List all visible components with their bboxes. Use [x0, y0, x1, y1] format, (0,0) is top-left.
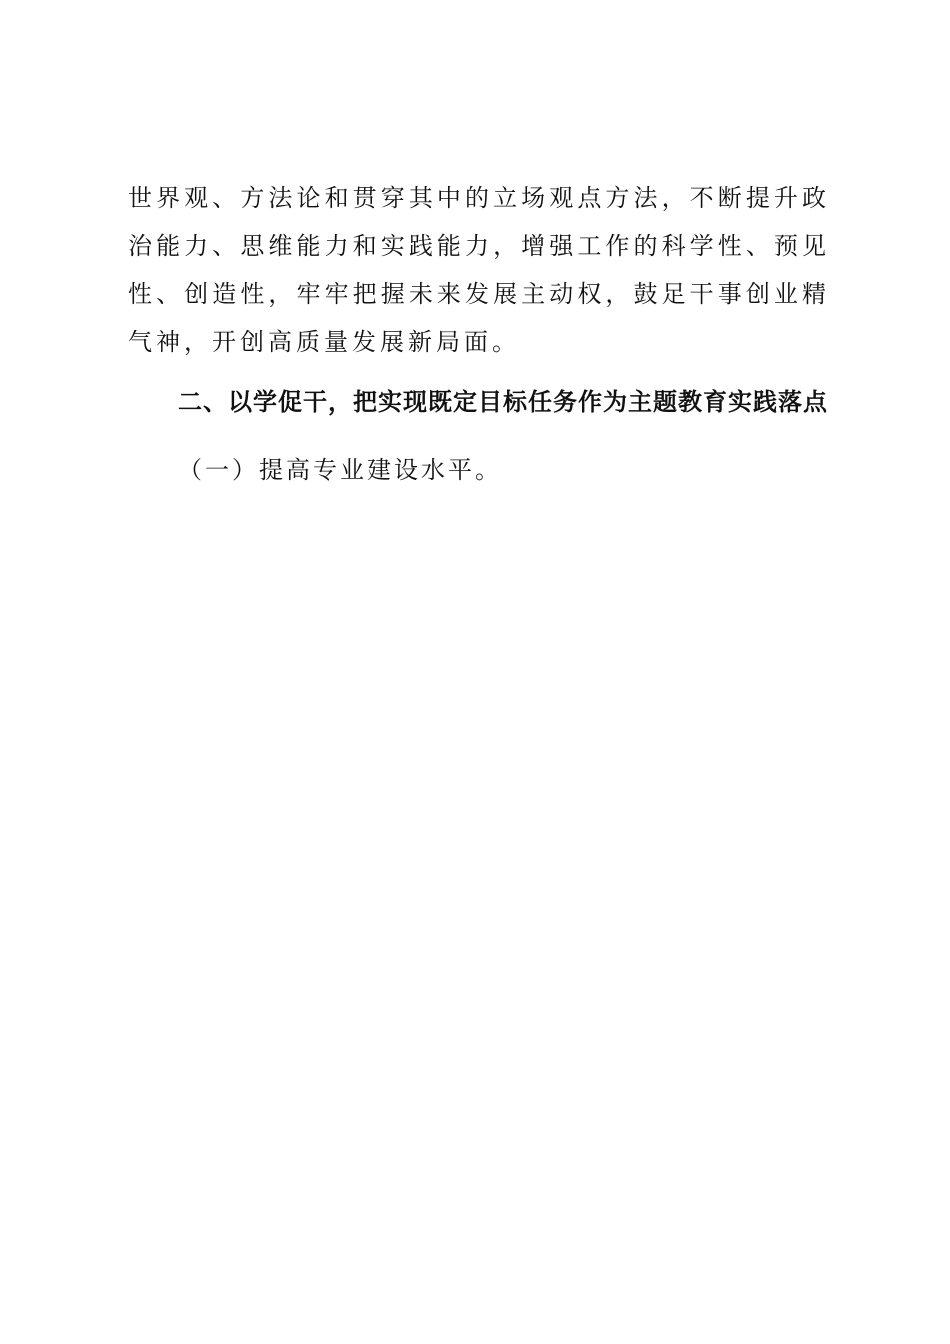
- subsection-heading: （一）提高专业建设水平。: [178, 456, 502, 484]
- section-heading: 二、以学促干，把实现既定目标任务作为主题教育实践落点: [178, 388, 828, 416]
- body-paragraph: 世界观、方法论和贯穿其中的立场观点方法，不断提升政治能力、思维能力和实践能力，增强工作的科学性、预见性、创造性，牢牢把握未来发展主动权，鼓足干事创业精气神，开创高质量发展新局面。: [128, 184, 830, 356]
- document-body: [128, 174, 830, 494]
